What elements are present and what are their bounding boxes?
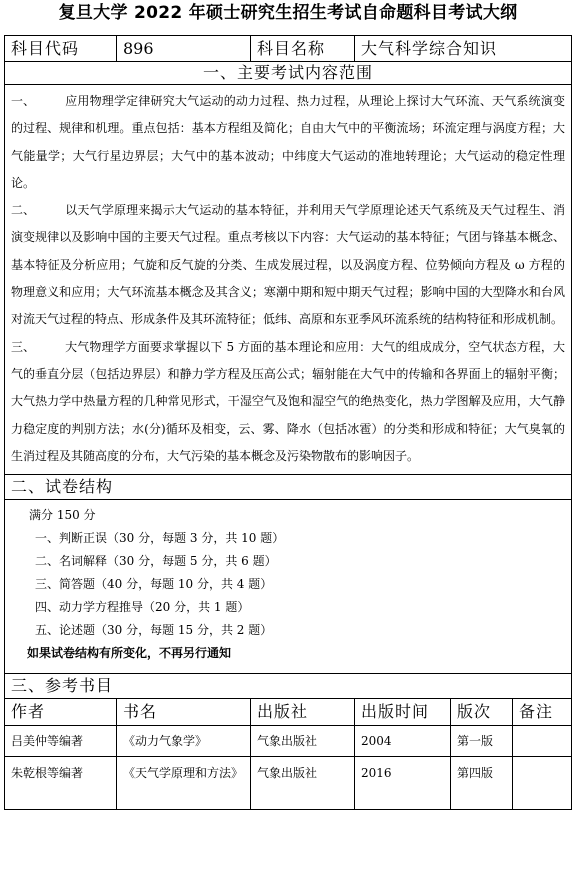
table-row <box>5 756 572 809</box>
cell-edition: 第四版 <box>451 756 513 809</box>
reference-header-row <box>5 698 572 725</box>
cell-remarks <box>513 725 572 756</box>
table-row <box>5 725 572 756</box>
structure-notice: 如果试卷结构有所变化，不再另行通知 <box>27 645 232 660</box>
section2-title-row <box>5 475 572 500</box>
paragraph-text: 大气物理学方面要求掌握以下 5 方面的基本理论和应用：大气的组成成分，空气状态方程，大气的垂直分层（包括边界层）和静力学方程及压高公式；辐射能在大气中的传输和各界面上的辐射平衡；大气热力学中热量方程的几种常见形式，干湿空气及饱和湿空气的绝热变化，热力学图解及应用，大气静力稳定度的判别方法；水(分)循环及相变，云、雾、降水（包括冰雹）的分类和形成和特征；大气臭氧的生消过程及其随高度的分布，大气污染的基本概念及污染物散布的影响因子。 <box>11 339 565 463</box>
section2-content-row <box>5 500 572 673</box>
section3-title-row <box>5 673 572 698</box>
subject-header-row <box>5 36 572 62</box>
paragraph-text: 以天气学原理来揭示大气运动的基本特征，并利用天气学原理论述天气系统及天气过程生、消演变规律以及影响中国的主要天气过程。重点考核以下内容：大气运动的基本特征；气团与锋基本概念、基本特征及分析应用；气旋和反气旋的分类、生成发展过程，以及涡度方程、位势倾向方程及 ω 方程的物理意义和应用；大气环流基本概念及其含义；寒潮中期和短中期天气过程；影响中国的大型降水和台风对流天气过程的特点、形成条件及其环流特征；低纬、高原和东亚季风环流系统的结构特征和形成机制。 <box>11 203 565 327</box>
column-header-edition: 版次 <box>451 698 513 725</box>
column-header-publisher: 出版社 <box>251 698 355 725</box>
paragraph-number: 二、 <box>11 203 36 218</box>
cell-edition: 第一版 <box>451 725 513 756</box>
section1-title: 一、主要考试内容范围 <box>5 62 572 85</box>
subject-code-value: 896 <box>117 36 251 62</box>
document-title: 复旦大学 2022 年硕士研究生招生考试自命题科目考试大纲 <box>58 3 518 23</box>
structure-item: 一、判断正误（30 分，每题 3 分，共 10 题） <box>35 531 285 546</box>
cell-book: 《动力气象学》 <box>117 725 251 756</box>
paragraph-2 <box>11 197 565 333</box>
paragraph-text: 应用物理学定律研究大气运动的动力过程、热力过程，从理论上探讨大气环流、天气系统演变的过程、规律和机理。重点包括：基本方程组及简化；自由大气中的平衡流场；环流定理与涡度方程；大气能量学；大气行星边界层；大气中的基本波动；中纬度大气运动的准地转理论；大气运动的稳定性理论。 <box>11 94 565 190</box>
exam-structure <box>5 500 572 673</box>
total-score: 满分 150 分 <box>29 508 96 523</box>
structure-item: 五、论述题（30 分，每题 15 分，共 2 题） <box>35 622 273 637</box>
structure-item: 二、名词解释（30 分，每题 5 分，共 6 题） <box>35 553 277 568</box>
cell-publisher: 气象出版社 <box>251 756 355 809</box>
cell-author: 吕美仲等编著 <box>5 725 117 756</box>
paragraph-number: 一、 <box>11 94 36 108</box>
section1-content-row <box>5 85 572 475</box>
cell-year: 2004 <box>355 725 451 756</box>
cell-remarks <box>513 756 572 809</box>
subject-name-label: 科目名称 <box>251 36 355 62</box>
column-header-book: 书名 <box>117 698 251 725</box>
cell-publisher: 气象出版社 <box>251 725 355 756</box>
column-header-year: 出版时间 <box>355 698 451 725</box>
cell-book: 《天气学原理和方法》 <box>117 756 251 809</box>
paragraph-number: 三、 <box>11 339 36 354</box>
column-header-author: 作者 <box>5 698 117 725</box>
cell-year: 2016 <box>355 756 451 809</box>
cell-author: 朱乾根等编著 <box>5 756 117 809</box>
section1-title-row <box>5 62 572 85</box>
subject-name-value: 大气科学综合知识 <box>355 36 572 62</box>
structure-item: 三、简答题（40 分，每题 10 分，共 4 题） <box>35 576 273 591</box>
section2-title: 二、试卷结构 <box>5 475 572 500</box>
paragraph-3 <box>11 334 565 470</box>
section3-title: 三、参考书目 <box>5 673 572 698</box>
paragraph-1 <box>11 88 565 197</box>
structure-item: 四、动力学方程推导（20 分，共 1 题） <box>35 599 250 614</box>
subject-code-label: 科目代码 <box>5 36 117 62</box>
syllabus-table <box>4 35 572 810</box>
column-header-remarks: 备注 <box>513 698 572 725</box>
section1-content <box>5 85 572 475</box>
